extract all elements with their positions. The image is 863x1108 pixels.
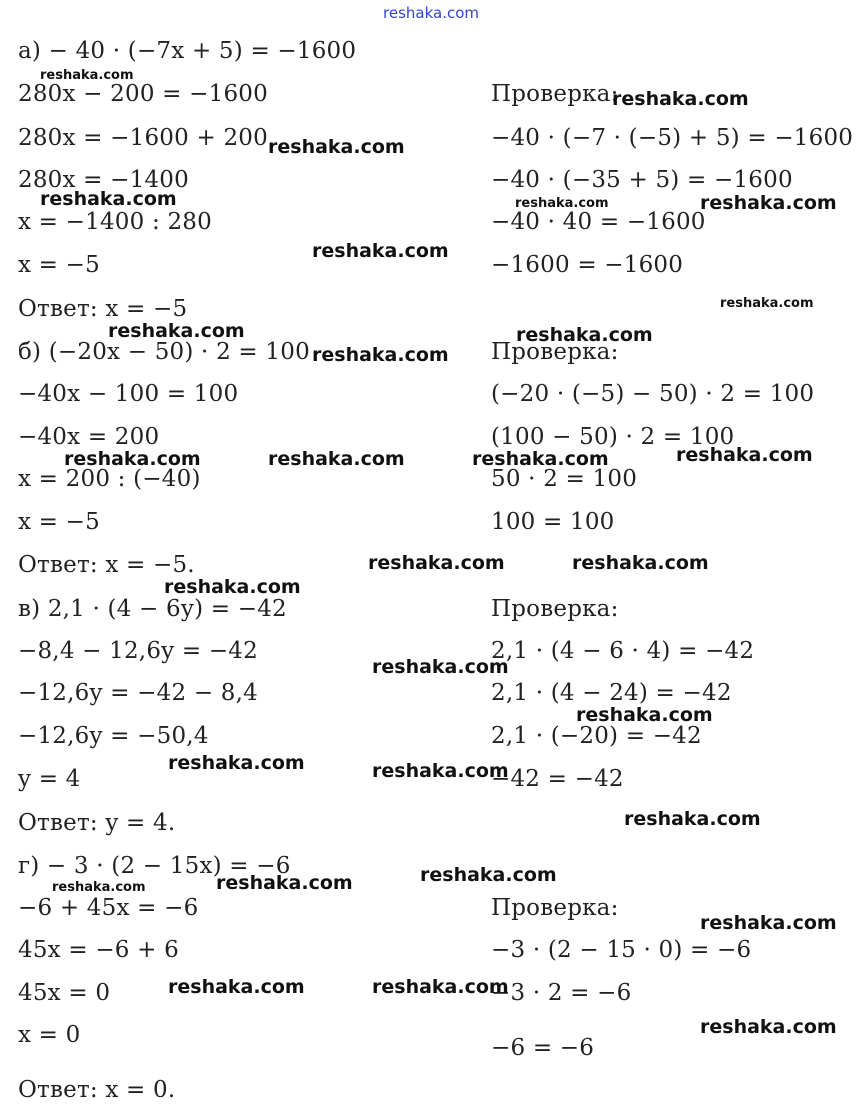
task-a-step-4: x = −1400 : 280 xyxy=(18,209,212,235)
task-a-check-4: −1600 = −1600 xyxy=(491,252,684,278)
watermark: reshaka.com xyxy=(720,296,814,311)
watermark: reshaka.com xyxy=(268,448,405,470)
task-c-step-4: y = 4 xyxy=(18,766,81,792)
task-c-step-1: −8,4 − 12,6y = −42 xyxy=(18,638,258,664)
task-b-check-3: 50 · 2 = 100 xyxy=(491,466,638,492)
watermark: reshaka.com xyxy=(515,196,609,211)
watermark: reshaka.com xyxy=(168,752,305,774)
watermark: reshaka.com xyxy=(700,912,837,934)
task-c-check-4: −42 = −42 xyxy=(491,766,624,792)
watermark: reshaka.com xyxy=(268,136,405,158)
task-c-check-2: 2,1 · (4 − 24) = −42 xyxy=(491,680,732,706)
task-d-check-3: −6 = −6 xyxy=(491,1035,595,1061)
watermark: reshaka.com xyxy=(164,576,301,598)
task-a-step-3: 280x = −1400 xyxy=(18,167,189,193)
watermark: reshaka.com xyxy=(700,1016,837,1038)
watermark: reshaka.com xyxy=(40,188,177,210)
task-d-step-3: 45x = 0 xyxy=(18,980,111,1006)
task-a-answer: Ответ: x = −5 xyxy=(18,296,188,322)
header-watermark[interactable]: reshaka.com xyxy=(383,4,479,22)
task-c-step-3: −12,6y = −50,4 xyxy=(18,723,209,749)
watermark: reshaka.com xyxy=(40,68,134,83)
task-b-check-4: 100 = 100 xyxy=(491,509,615,535)
watermark: reshaka.com xyxy=(312,344,449,366)
task-b-step-4: x = −5 xyxy=(18,509,100,535)
watermark: reshaka.com xyxy=(372,656,509,678)
watermark: reshaka.com xyxy=(368,552,505,574)
task-d-check-2: −3 · 2 = −6 xyxy=(491,980,632,1006)
task-a-equation: а) − 40 · (−7x + 5) = −1600 xyxy=(18,38,357,64)
task-d-step-1: −6 + 45x = −6 xyxy=(18,895,199,921)
watermark: reshaka.com xyxy=(372,976,509,998)
watermark: reshaka.com xyxy=(108,320,245,342)
watermark: reshaka.com xyxy=(516,324,653,346)
watermark: reshaka.com xyxy=(52,880,146,895)
watermark: reshaka.com xyxy=(216,872,353,894)
watermark: reshaka.com xyxy=(372,760,509,782)
task-c-equation: в) 2,1 · (4 − 6y) = −42 xyxy=(18,596,287,622)
watermark: reshaka.com xyxy=(572,552,709,574)
task-d-check-title: Проверка: xyxy=(491,895,619,921)
watermark: reshaka.com xyxy=(676,444,813,466)
watermark: reshaka.com xyxy=(624,808,761,830)
task-d-step-4: x = 0 xyxy=(18,1022,81,1048)
task-c-check-1: 2,1 · (4 − 6 · 4) = −42 xyxy=(491,638,755,664)
watermark: reshaka.com xyxy=(612,88,749,110)
task-a-check-1: −40 · (−7 · (−5) + 5) = −1600 xyxy=(491,125,854,151)
task-b-check-1: (−20 · (−5) − 50) · 2 = 100 xyxy=(491,381,815,407)
task-d-equation: г) − 3 · (2 − 15x) = −6 xyxy=(18,853,291,879)
watermark: reshaka.com xyxy=(576,704,713,726)
task-c-check-title: Проверка: xyxy=(491,596,619,622)
task-c-answer: Ответ: y = 4. xyxy=(18,810,176,836)
task-c-check-3: 2,1 · (−20) = −42 xyxy=(491,723,702,749)
task-a-step-5: x = −5 xyxy=(18,252,100,278)
watermark: reshaka.com xyxy=(64,448,201,470)
task-d-check-1: −3 · (2 − 15 · 0) = −6 xyxy=(491,937,752,963)
task-a-check-2: −40 · (−35 + 5) = −1600 xyxy=(491,167,793,193)
task-a-check-3: −40 · 40 = −1600 xyxy=(491,209,706,235)
watermark: reshaka.com xyxy=(700,192,837,214)
task-b-check-title: Проверка: xyxy=(491,339,619,365)
task-b-step-1: −40x − 100 = 100 xyxy=(18,381,239,407)
task-b-step-3: x = 200 : (−40) xyxy=(18,466,201,492)
task-c-step-2: −12,6y = −42 − 8,4 xyxy=(18,680,258,706)
watermark: reshaka.com xyxy=(472,448,609,470)
watermark: reshaka.com xyxy=(168,976,305,998)
task-a-step-2: 280x = −1600 + 200 xyxy=(18,125,268,151)
task-d-step-2: 45x = −6 + 6 xyxy=(18,937,179,963)
task-d-answer: Ответ: x = 0. xyxy=(18,1077,176,1103)
task-b-step-2: −40x = 200 xyxy=(18,424,160,450)
task-a-step-1: 280x − 200 = −1600 xyxy=(18,81,268,107)
task-b-answer: Ответ: x = −5. xyxy=(18,552,195,578)
watermark: reshaka.com xyxy=(312,240,449,262)
task-a-check-title: Проверка: xyxy=(491,81,619,107)
watermark: reshaka.com xyxy=(420,864,557,886)
task-b-equation: б) (−20x − 50) · 2 = 100 xyxy=(18,339,310,365)
task-b-check-2: (100 − 50) · 2 = 100 xyxy=(491,424,735,450)
